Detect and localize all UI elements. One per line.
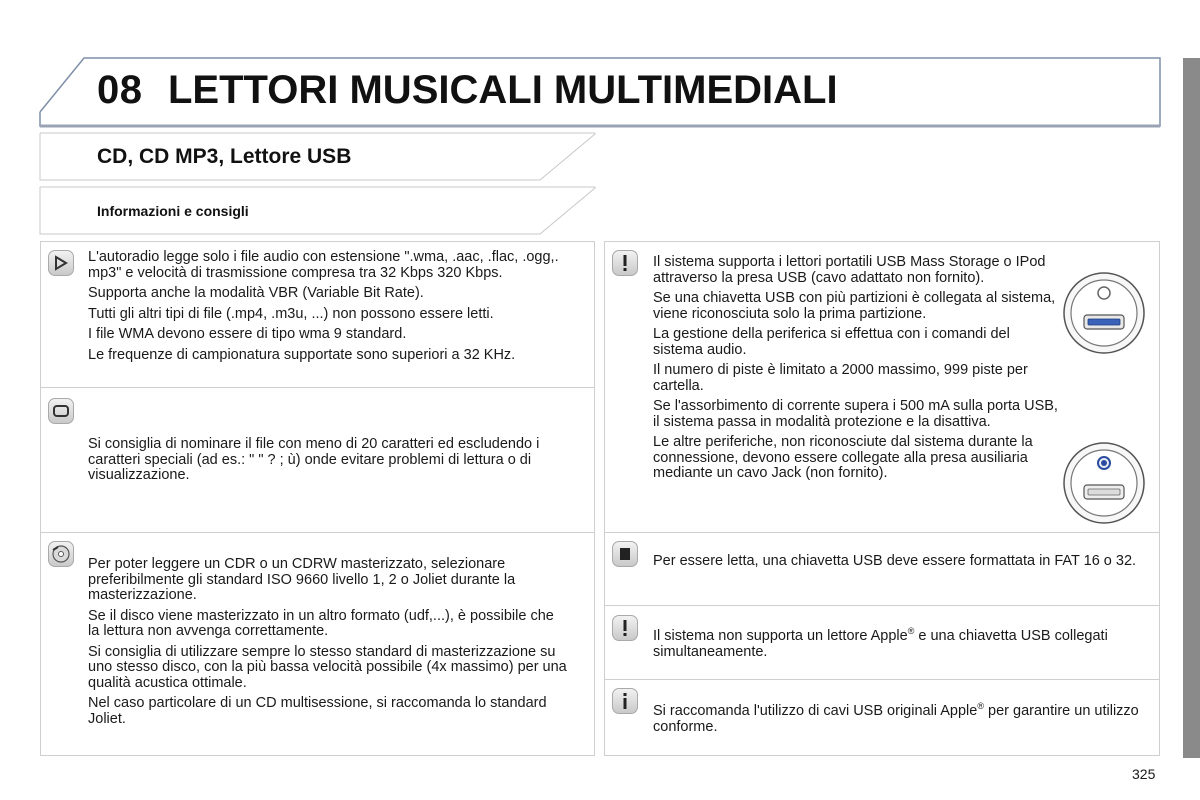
paragraph: Le frequenze di campionatura supportate sono superiori a 32 KHz. bbox=[88, 346, 516, 363]
info-icon bbox=[612, 688, 638, 714]
right-block-4-text bbox=[653, 701, 1148, 740]
text-part: Si raccomanda l'utilizzo di cavi USB originali Apple bbox=[653, 703, 978, 719]
left-block-1-text bbox=[88, 250, 568, 368]
paragraph: Se l'assorbimento di corrente supera i 500 mA sulla porta USB, il sistema passa in modalità protezione e la disattiva. bbox=[653, 398, 1058, 430]
paragraph: L'autoradio legge solo i file audio con estensione ".wma, .aac, .flac, .ogg,. mp3" e velocità di trasmissione compresa tra 32 Kbps 320 Kbps. bbox=[88, 249, 559, 281]
paragraph: Se il disco viene masterizzato in un altro formato (udf,...), è possibile che la lettura non avvenga correttamente. bbox=[88, 607, 554, 639]
chapter-title: LETTORI MUSICALI MULTIMEDIALI bbox=[168, 68, 838, 112]
right-block-3-text bbox=[653, 626, 1123, 665]
text-part: per garantire un utilizzo conforme. bbox=[653, 703, 1139, 735]
paragraph: Nel caso particolare di un CD multisessione, si raccomanda lo standard Joliet. bbox=[88, 695, 547, 727]
warning-exclamation-icon bbox=[612, 615, 638, 641]
usb-port-illustration bbox=[1062, 271, 1146, 355]
paragraph: La gestione della periferica si effettua con i comandi del sistema audio. bbox=[653, 326, 1010, 358]
paragraph: Per essere letta, una chiavetta USB deve essere formattata in FAT 16 o 32. bbox=[653, 553, 1137, 569]
paragraph: Tutti gli altri tipi di file (.mp4, .m3u, ...) non possono essere letti. bbox=[88, 305, 494, 322]
right-separator-3 bbox=[604, 679, 1160, 680]
text-part: e una chiavetta USB collegati simultaneamente. bbox=[653, 628, 1108, 660]
paragraph: I file WMA devono essere di tipo wma 9 standard. bbox=[88, 326, 407, 342]
right-separator-2 bbox=[604, 605, 1160, 606]
square-stop-icon bbox=[612, 541, 638, 567]
paragraph: Il numero di piste è limitato a 2000 massimo, 999 piste per cartella. bbox=[653, 362, 1028, 394]
screen-icon bbox=[48, 398, 74, 424]
paragraph: Il sistema supporta i lettori portatili USB Mass Storage o IPod attraverso la presa USB (cavo adattato non fornito). bbox=[653, 254, 1046, 286]
paragraph: Si consiglia di nominare il file con meno di 20 caratteri ed escludendo i caratteri speciali (ad es.: " " ? ; ù) onde evitare problemi di lettura o di visualizzazione. bbox=[88, 436, 540, 483]
subsection-title: Informazioni e consigli bbox=[97, 203, 249, 219]
warning-exclamation-icon bbox=[612, 250, 638, 276]
left-separator-1 bbox=[40, 387, 595, 388]
paragraph: Se una chiavetta USB con più partizioni è collegata al sistema, viene riconosciuta solo la prima partizione. bbox=[653, 290, 1056, 322]
chapter-number: 08 bbox=[97, 68, 143, 112]
chapter-side-tab bbox=[1183, 58, 1200, 758]
text-part: Il sistema non supporta un lettore Apple bbox=[653, 628, 908, 644]
left-separator-2 bbox=[40, 532, 595, 533]
left-block-3-text bbox=[88, 557, 568, 732]
aux-usb-port-illustration bbox=[1062, 441, 1146, 525]
section-title: CD, CD MP3, Lettore USB bbox=[97, 145, 352, 168]
registered-mark: ® bbox=[907, 626, 915, 637]
disc-icon bbox=[48, 541, 74, 567]
paragraph: Si consiglia di utilizzare sempre lo stesso standard di masterizzazione su uno stesso disco, con la più bassa velocità possibile (4x massimo) per una qualità acustica ottimale. bbox=[88, 643, 567, 691]
paragraph: Supporta anche la modalità VBR (Variable Bit Rate). bbox=[88, 285, 424, 301]
right-block-2-text bbox=[653, 554, 1143, 575]
play-triangle-icon bbox=[48, 250, 74, 276]
page-number: 325 bbox=[1132, 766, 1156, 782]
registered-mark: ® bbox=[977, 701, 984, 712]
right-separator-1 bbox=[604, 532, 1160, 533]
left-block-2-text bbox=[88, 437, 593, 489]
right-block-1-text bbox=[653, 255, 1058, 487]
paragraph: Per poter leggere un CDR o un CDRW masterizzato, selezionare preferibilmente gli standard ISO 9660 livello 1, 2 o Joliet durante la masterizzazione. bbox=[88, 556, 516, 603]
paragraph: Le altre periferiche, non riconosciute dal sistema durante la connessione, devono essere collegate alla presa ausiliaria mediante un cavo Jack (non fornito). bbox=[653, 434, 1033, 481]
